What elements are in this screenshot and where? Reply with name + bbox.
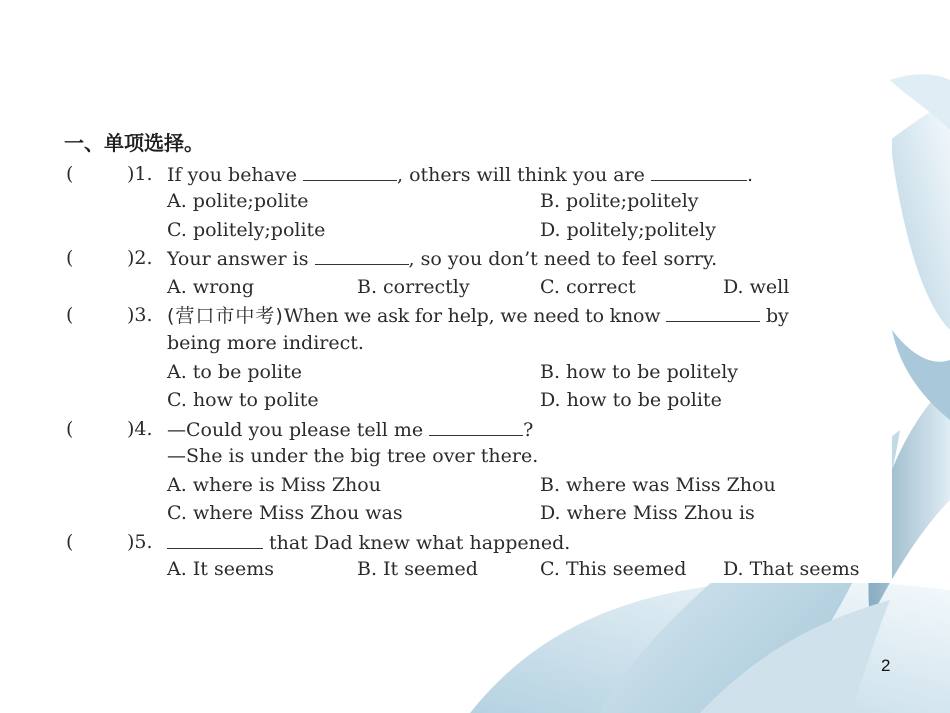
question-stem-3 <box>167 303 789 328</box>
option-5a: A. It seems <box>167 558 274 580</box>
section-title: 一、单项选择。 <box>64 131 204 155</box>
option-4a: A. where is Miss Zhou <box>167 474 381 496</box>
question-stem-2 <box>167 246 717 271</box>
option-5b: B. It seemed <box>357 558 478 580</box>
answer-blank <box>167 530 263 549</box>
stem-text: If you behave <box>167 164 297 186</box>
question-number-1: )1. <box>127 163 153 185</box>
question-number-4: )4. <box>127 418 153 440</box>
option-4b: B. where was Miss Zhou <box>540 474 776 496</box>
question-stem-1 <box>167 162 753 187</box>
option-2b: B. correctly <box>357 276 470 298</box>
stem-text: by <box>766 305 789 327</box>
option-2a: A. wrong <box>167 276 254 298</box>
answer-blank <box>315 246 409 265</box>
stem-text: Your answer is <box>167 248 309 270</box>
option-3a: A. to be polite <box>167 361 302 383</box>
option-3b: B. how to be politely <box>540 361 739 383</box>
stem-text: that Dad knew what happened. <box>269 532 571 554</box>
stem-text: When we ask for help, we need to know <box>283 305 661 327</box>
option-1b: B. polite;politely <box>540 190 699 212</box>
question-number-3: )3. <box>127 304 153 326</box>
question-number-5: )5. <box>127 531 153 553</box>
option-4d: D. where Miss Zhou is <box>540 502 755 524</box>
answer-blank <box>303 162 397 181</box>
answer-paren-2: ( <box>66 247 74 269</box>
answer-blank <box>651 162 747 181</box>
option-1c: C. politely;polite <box>167 219 326 241</box>
answer-paren-3: ( <box>66 304 74 326</box>
option-2c: C. correct <box>540 276 636 298</box>
option-2d: D. well <box>723 276 790 298</box>
question-stem-4 <box>167 417 533 442</box>
stem-text: . <box>746 164 754 186</box>
answer-paren-5: ( <box>66 531 74 553</box>
question-stem-5 <box>167 530 570 555</box>
question-number-2: )2. <box>127 247 153 269</box>
option-1a: A. polite;polite <box>167 190 309 212</box>
question-stem-4-line2: —She is under the big tree over there. <box>167 445 539 467</box>
question-stem-3-line2: being more indirect. <box>167 332 364 354</box>
stem-text: —Could you please tell me <box>167 419 424 441</box>
option-3c: C. how to polite <box>167 389 319 411</box>
stem-text: , so you don’t need to feel sorry. <box>408 248 718 270</box>
answer-blank <box>666 303 760 322</box>
page-number: 2 <box>881 656 891 675</box>
question-source: (营口市中考) <box>167 305 284 327</box>
answer-blank <box>429 417 523 436</box>
option-5c: C. This seemed <box>540 558 687 580</box>
option-5d: D. That seems <box>723 558 860 580</box>
option-4c: C. where Miss Zhou was <box>167 502 403 524</box>
answer-paren-1: ( <box>66 163 74 185</box>
option-1d: D. politely;politely <box>540 219 716 241</box>
stem-text: , others will think you are <box>397 164 645 186</box>
answer-paren-4: ( <box>66 418 74 440</box>
option-3d: D. how to be polite <box>540 389 722 411</box>
stem-text: ? <box>523 419 534 441</box>
